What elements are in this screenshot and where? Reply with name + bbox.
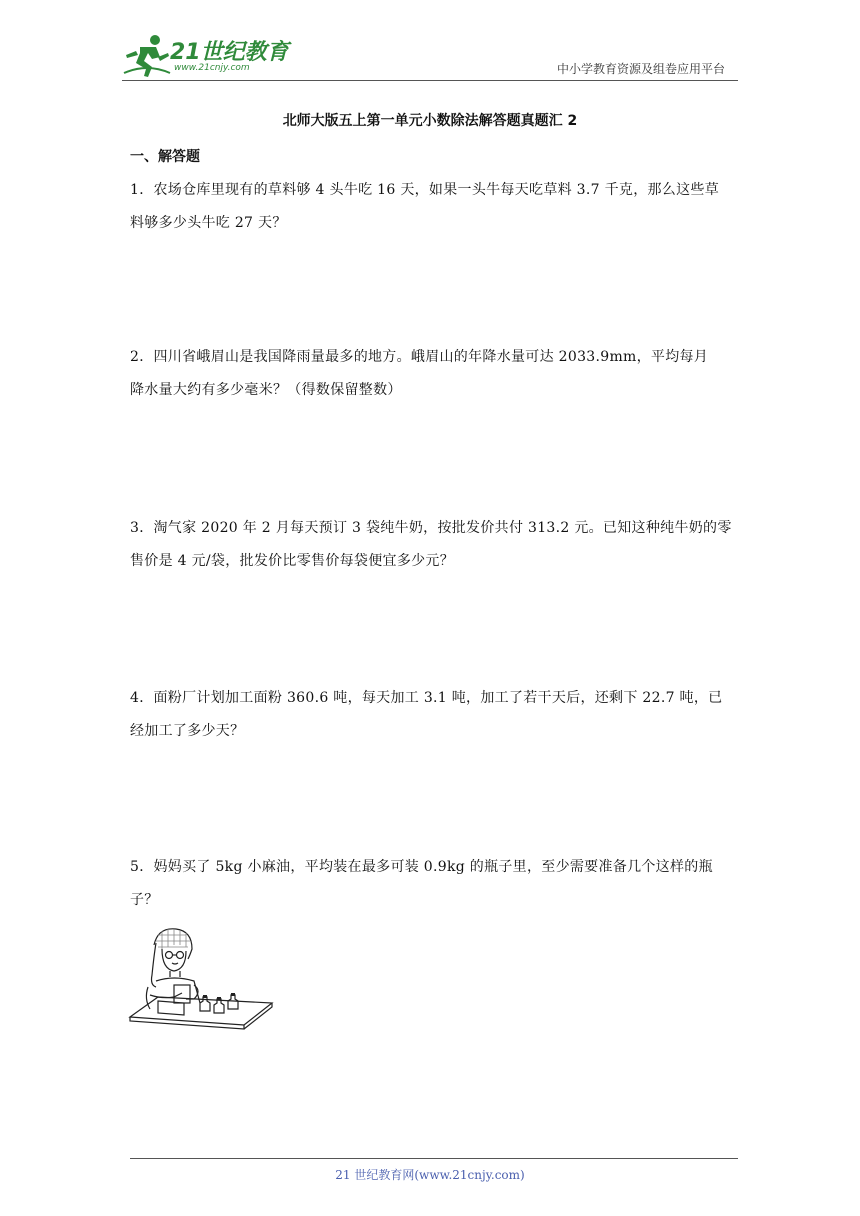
question-line: 料够多少头牛吃 27 天？: [130, 215, 287, 231]
header-platform-text: 中小学教育资源及组卷应用平台: [556, 62, 725, 76]
runner-icon: [122, 33, 172, 79]
page-title: 北师大版五上第一单元小数除法解答题真题汇 2: [282, 113, 578, 129]
footer-text: 21 世纪教育网(www.21cnjy.com): [335, 1168, 525, 1182]
logo-url: www.21cnjy.com: [174, 63, 250, 73]
question-line: 售价是 4 元/袋，批发价比零售价每袋便宜多少元？: [130, 553, 455, 569]
header-divider: [122, 80, 738, 81]
oil-bottles-illustration: [128, 925, 276, 1035]
question-line: 4．面粉厂计划加工面粉 360.6 吨，每天加工 3.1 吨，加工了若干天后，还剩下 22.7 吨，已: [130, 690, 723, 706]
question-line: 5．妈妈买了 5kg 小麻油，平均装在最多可装 0.9kg 的瓶子里，至少需要准备几个这样的瓶: [130, 859, 713, 875]
question-4: [130, 682, 735, 748]
woman-with-bottles-icon: [128, 925, 276, 1035]
question-line: 3．淘气家 2020 年 2 月每天预订 3 袋纯牛奶，按批发价共付 313.2 元。已知这种纯牛奶的零: [130, 520, 732, 536]
question-1: [130, 174, 735, 240]
question-3: [130, 512, 735, 578]
footer-divider: [130, 1158, 738, 1159]
question-line: 降水量大约有多少毫米？（得数保留整数）: [130, 382, 402, 398]
section-heading: 一、解答题: [130, 149, 200, 165]
question-line: 子？: [130, 892, 159, 908]
logo-text: 21世纪教育: [170, 40, 289, 65]
site-logo: [122, 33, 292, 79]
question-2: [130, 341, 735, 407]
question-line: 1．农场仓库里现有的草料够 4 头牛吃 16 天，如果一头牛每天吃草料 3.7 千克，那么这些草: [130, 182, 719, 198]
question-5: [130, 851, 735, 917]
question-line: 经加工了多少天？: [130, 723, 245, 739]
question-line: 2．四川省峨眉山是我国降雨量最多的地方。峨眉山的年降水量可达 2033.9mm，平均每月: [130, 349, 709, 365]
